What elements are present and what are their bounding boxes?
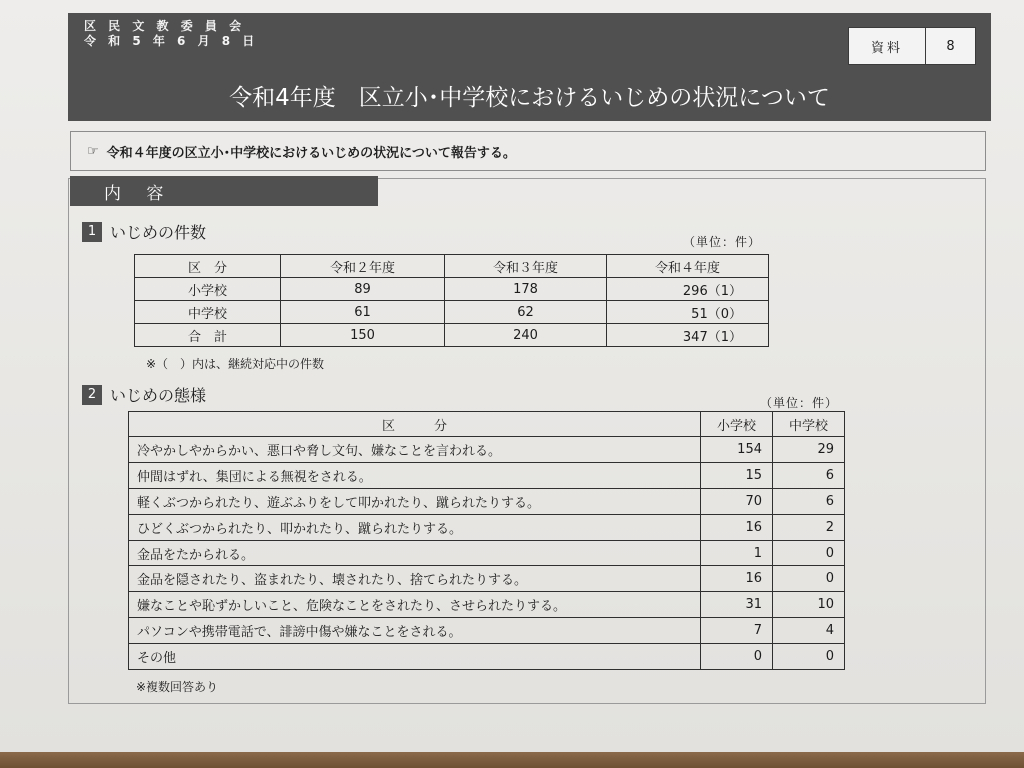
cell-value: 6 xyxy=(773,462,845,488)
pointing-hand-icon: ☞ xyxy=(87,143,99,159)
committee-name: 区 民 文 教 委 員 会 xyxy=(84,19,246,33)
cell-value: 154 xyxy=(701,437,773,463)
count-table-header xyxy=(135,255,769,278)
cell-value: 89 xyxy=(281,278,445,301)
committee-info xyxy=(84,19,258,49)
document-number-box xyxy=(848,27,976,65)
column-header: 令和３年度 xyxy=(445,255,607,278)
table-row xyxy=(129,618,845,644)
cell-value: 16 xyxy=(701,514,773,540)
table-row xyxy=(129,514,845,540)
row-label: 金品を隠されたり、盗まれたり、壊されたり、捨てられたりする。 xyxy=(129,566,701,592)
page-title: 令和4年度 区立小･中学校におけるいじめの状況について xyxy=(229,85,830,111)
section2-heading xyxy=(82,383,206,406)
cell-value: 2 xyxy=(773,514,845,540)
table-row xyxy=(129,437,845,463)
table-row xyxy=(135,324,769,347)
column-header: 区 分 xyxy=(135,255,281,278)
section2-note: ※複数回答あり xyxy=(136,680,219,694)
committee-date: 令 和 5 年 6 月 8 日 xyxy=(84,34,259,48)
column-header: 令和２年度 xyxy=(281,255,445,278)
cell-value: 70 xyxy=(701,488,773,514)
type-table-header xyxy=(129,412,845,437)
document-number: 8 xyxy=(946,38,955,54)
table-row xyxy=(129,540,845,566)
cell-value: 150 xyxy=(281,324,445,347)
cell-value: 31 xyxy=(701,592,773,618)
cell-value: 0 xyxy=(701,644,773,670)
row-label: その他 xyxy=(129,644,701,670)
table-row xyxy=(135,278,769,301)
table-row xyxy=(129,488,845,514)
content-heading: 内 容 xyxy=(70,176,378,206)
row-label: 冷やかしやからかい、悪口や脅し文句、嫌なことを言われる。 xyxy=(129,437,701,463)
row-label: ひどくぶつかられたり、叩かれたり、蹴られたりする。 xyxy=(129,514,701,540)
cell-value: 0 xyxy=(773,566,845,592)
table-row xyxy=(129,462,845,488)
row-label: 仲間はずれ、集団による無視をされる。 xyxy=(129,462,701,488)
cell-value: 16 xyxy=(701,566,773,592)
cell-value: 61 xyxy=(281,301,445,324)
cell-value: 240 xyxy=(445,324,607,347)
cell-value: 0 xyxy=(773,540,845,566)
cell-value: 15 xyxy=(701,462,773,488)
column-header: 中学校 xyxy=(773,412,845,437)
column-header: 小学校 xyxy=(701,412,773,437)
section1-number: 1 xyxy=(82,222,102,242)
cell-value: 347（1） xyxy=(607,324,769,347)
cell-value: 0 xyxy=(773,644,845,670)
summary-box xyxy=(70,131,986,171)
row-label: 金品をたかられる。 xyxy=(129,540,701,566)
cell-value: 62 xyxy=(445,301,607,324)
section2-number: 2 xyxy=(82,385,102,405)
section1-title: いじめの件数 xyxy=(110,223,207,242)
row-label: 嫌なことや恥ずかしいこと、危険なことをされたり、させられたりする。 xyxy=(129,592,701,618)
row-label: パソコンや携帯電話で、誹謗中傷や嫌なことをされる。 xyxy=(129,618,701,644)
table-row xyxy=(129,566,845,592)
row-label: 小学校 xyxy=(135,278,281,301)
section2-title: いじめの態様 xyxy=(110,386,207,405)
column-header: 令和４年度 xyxy=(607,255,769,278)
cell-value: 1 xyxy=(701,540,773,566)
count-table xyxy=(134,254,769,347)
row-label: 合 計 xyxy=(135,324,281,347)
summary-text: 令和４年度の区立小･中学校におけるいじめの状況について報告する。 xyxy=(106,145,516,161)
type-table xyxy=(128,411,845,670)
section1-note: ※（ ）内は、継続対応中の件数 xyxy=(146,357,325,371)
cell-value: 4 xyxy=(773,618,845,644)
section2-unit: （単位：件） xyxy=(760,396,839,410)
cell-value: 7 xyxy=(701,618,773,644)
cell-value: 51（0） xyxy=(607,301,769,324)
cell-value: 29 xyxy=(773,437,845,463)
table-row xyxy=(129,644,845,670)
cell-value: 6 xyxy=(773,488,845,514)
row-label: 中学校 xyxy=(135,301,281,324)
document-label: 資料 xyxy=(849,28,926,64)
cell-value: 10 xyxy=(773,592,845,618)
table-row xyxy=(135,301,769,324)
row-label: 軽くぶつかられたり、遊ぶふりをして叩かれたり、蹴られたりする。 xyxy=(129,488,701,514)
section1-heading xyxy=(82,220,206,243)
column-header: 区 分 xyxy=(129,412,701,437)
desk-edge xyxy=(0,752,1024,768)
cell-value: 178 xyxy=(445,278,607,301)
cell-value: 296（1） xyxy=(607,278,769,301)
section1-unit: （単位：件） xyxy=(683,235,762,249)
table-row xyxy=(129,592,845,618)
